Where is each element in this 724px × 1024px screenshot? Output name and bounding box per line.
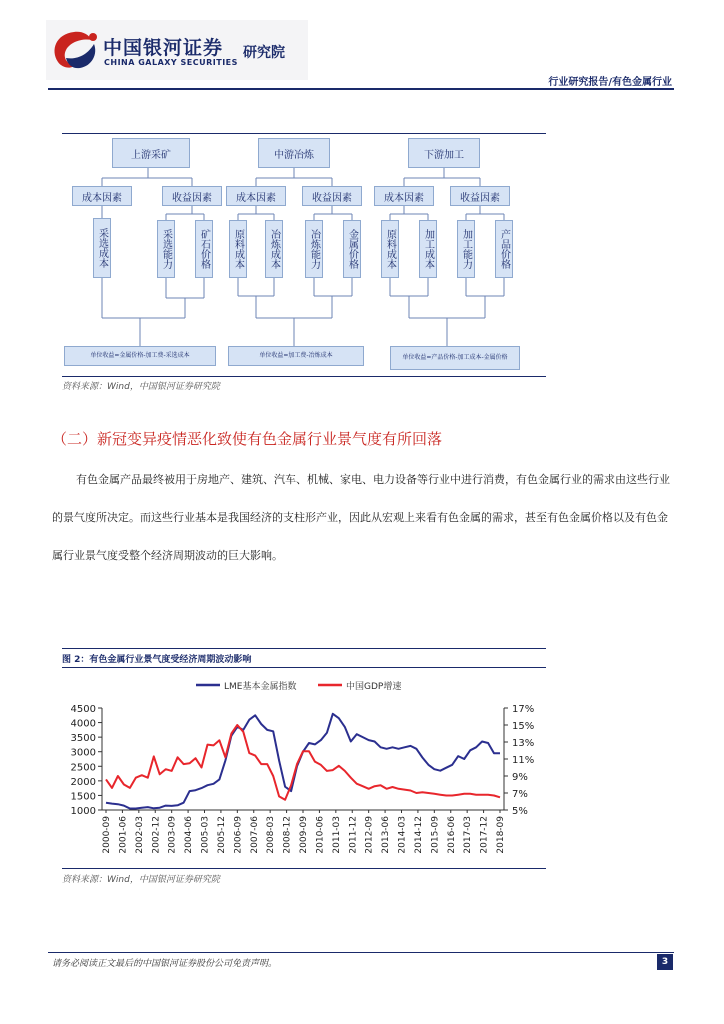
unit-profit-formula: 单位收益=金属价格-加工费-采选成本 bbox=[64, 346, 216, 366]
benefit-factor-label: 收益因素 bbox=[302, 186, 362, 206]
x-tick-label: 2004-06 bbox=[184, 816, 195, 854]
paragraph-text: 有色金属产品最终被用于房地产、建筑、汽车、机械、家电、电力设备等行业中进行消费，有色金属行业的需求由这些行业的景气度所决定。而这些行业基本是我国经济的支柱形产业，因此从宏观上来看有色金属的需求，甚至有色金属价格以及有色金属行业景气度受整个经济周期波动的巨大影响。 bbox=[52, 473, 670, 562]
series-line-gdp bbox=[106, 725, 500, 800]
cost-factor-label: 成本因素 bbox=[72, 186, 132, 206]
stage-title-upstream: 上游采矿 bbox=[112, 138, 190, 168]
cost-item: 原料成本 bbox=[381, 220, 399, 278]
y-right-tick-label: 9% bbox=[512, 772, 528, 783]
legend-label-gdp: 中国GDP增速 bbox=[346, 682, 402, 692]
x-tick-label: 2018-09 bbox=[496, 816, 506, 854]
section-paragraph bbox=[52, 461, 678, 575]
y-left-tick-label: 2500 bbox=[70, 762, 96, 774]
x-tick-label: 2016-06 bbox=[446, 816, 457, 854]
y-left-tick-label: 1500 bbox=[70, 791, 96, 803]
x-tick-label: 2002-03 bbox=[134, 816, 145, 854]
cost-item: 采选成本 bbox=[93, 218, 111, 278]
y-left-tick-label: 4000 bbox=[70, 718, 96, 730]
legend-label-lme: LME基本金属指数 bbox=[224, 682, 297, 692]
figure1-bottom-rule bbox=[62, 376, 546, 377]
x-tick-label: 2008-03 bbox=[266, 816, 277, 854]
y-right-tick-label: 5% bbox=[512, 806, 528, 817]
figure2-source: 资料来源：Wind，中国银河证券研究院 bbox=[62, 875, 220, 885]
benefit-factor-label: 收益因素 bbox=[162, 186, 222, 206]
y-left-tick-label: 3000 bbox=[70, 747, 96, 759]
x-tick-label: 2014-12 bbox=[413, 816, 424, 854]
y-left-tick-label: 3500 bbox=[70, 733, 96, 745]
figure2-title: 图 2：有色金属行业景气度受经济周期波动影响 bbox=[62, 655, 252, 665]
y-right-tick-label: 11% bbox=[512, 755, 535, 766]
x-tick-label: 2006-09 bbox=[233, 816, 244, 854]
x-tick-label: 2015-09 bbox=[430, 816, 441, 854]
x-tick-label: 2009-09 bbox=[299, 816, 309, 854]
logo-chinese-name: 中国银河证券 bbox=[103, 37, 224, 59]
unit-profit-formula: 单位收益=产品价格-加工成本-金属价格 bbox=[390, 346, 520, 370]
x-tick-label: 2013-06 bbox=[381, 816, 392, 854]
chart-plot bbox=[106, 714, 500, 809]
section-title: （二）新冠变异疫情恶化致使有色金属行业景气度有所回落 bbox=[52, 430, 443, 448]
benefit-item: 金属价格 bbox=[343, 220, 361, 278]
cost-item: 加工成本 bbox=[419, 220, 437, 278]
y-right-tick-label: 15% bbox=[512, 721, 535, 732]
figure2-bottom-rule bbox=[62, 868, 546, 869]
figure1-source: 资料来源：Wind，中国银河证券研究院 bbox=[62, 382, 220, 392]
benefit-item: 采选能力 bbox=[157, 220, 175, 278]
y-left-tick-label: 4500 bbox=[70, 704, 96, 715]
x-tick-label: 2005-03 bbox=[200, 816, 211, 854]
x-tick-label: 2001-06 bbox=[118, 816, 129, 854]
y-right-tick-label: 7% bbox=[512, 789, 528, 800]
chart-axes bbox=[71, 704, 535, 817]
logo-english-name: CHINA GALAXY SECURITIES bbox=[104, 58, 238, 67]
benefit-factor-label: 收益因素 bbox=[450, 186, 510, 206]
x-tick-label: 2010-06 bbox=[315, 816, 326, 854]
x-tick-label: 2003-09 bbox=[167, 816, 178, 854]
institute-name: 研究院 bbox=[243, 45, 285, 61]
header-divider bbox=[48, 88, 674, 90]
footer-divider bbox=[48, 952, 674, 953]
x-tick-label: 2007-06 bbox=[249, 816, 260, 854]
y-right-tick-label: 13% bbox=[512, 738, 535, 749]
cost-item: 原料成本 bbox=[229, 220, 247, 278]
y-left-tick-label: 2000 bbox=[70, 776, 96, 788]
metals-gdp-chart bbox=[62, 670, 546, 868]
x-tick-label: 2017-03 bbox=[463, 816, 474, 854]
figure2-top-rule bbox=[62, 648, 546, 649]
stage-title-downstream: 下游加工 bbox=[408, 138, 480, 168]
y-left-tick-label: 1000 bbox=[70, 806, 96, 817]
x-tick-label: 2011-03 bbox=[331, 816, 342, 854]
benefit-item: 产品价格 bbox=[495, 220, 513, 278]
cost-factor-label: 成本因素 bbox=[226, 186, 286, 206]
x-tick-label: 2005-12 bbox=[216, 816, 227, 854]
y-right-tick-label: 17% bbox=[512, 704, 535, 715]
footer-disclaimer: 请务必阅读正文最后的中国银河证券股份公司免责声明。 bbox=[52, 959, 278, 969]
x-tick-labels bbox=[102, 816, 506, 854]
x-tick-label: 2014-03 bbox=[397, 816, 408, 854]
x-tick-label: 2008-12 bbox=[282, 816, 293, 854]
unit-profit-formula: 单位收益=加工费-冶炼成本 bbox=[228, 346, 364, 366]
chart-legend bbox=[196, 680, 401, 692]
value-chain-diagram bbox=[62, 134, 546, 376]
benefit-item: 冶炼能力 bbox=[305, 220, 323, 278]
cost-item: 冶炼成本 bbox=[265, 220, 283, 278]
cost-factor-label: 成本因素 bbox=[374, 186, 434, 206]
x-tick-label: 2002-12 bbox=[151, 816, 162, 854]
x-tick-label: 2000-09 bbox=[102, 816, 112, 854]
x-tick-label: 2017-12 bbox=[479, 816, 490, 854]
page-number: 3 bbox=[657, 954, 673, 970]
report-type: 行业研究报告/有色金属行业 bbox=[548, 77, 672, 88]
x-tick-label: 2011-12 bbox=[348, 816, 359, 854]
benefit-item: 矿石价格 bbox=[195, 220, 213, 278]
figure2-title-rule bbox=[62, 667, 546, 668]
x-tick-label: 2012-09 bbox=[364, 816, 375, 854]
benefit-item: 加工能力 bbox=[457, 220, 475, 278]
stage-title-midstream: 中游冶炼 bbox=[258, 138, 330, 168]
